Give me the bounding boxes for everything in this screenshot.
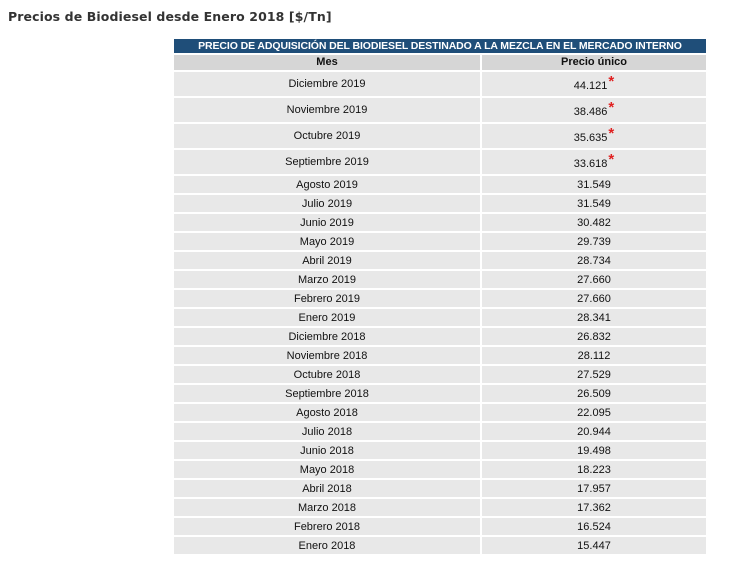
table-row bbox=[173, 97, 707, 123]
column-header-mes: Mes bbox=[173, 54, 481, 71]
month-cell: Julio 2018 bbox=[173, 422, 481, 441]
price-value: 27.529 bbox=[577, 368, 611, 381]
table-row bbox=[173, 149, 707, 175]
month-cell: Agosto 2018 bbox=[173, 403, 481, 422]
price-value: 16.524 bbox=[577, 520, 611, 533]
price-cell bbox=[481, 308, 707, 327]
price-value: 28.112 bbox=[577, 349, 611, 362]
price-value: 35.635 bbox=[573, 131, 608, 144]
price-cell bbox=[481, 270, 707, 289]
provisional-asterisk-icon: * bbox=[608, 124, 615, 142]
price-cell bbox=[481, 365, 707, 384]
price-cell bbox=[481, 479, 707, 498]
month-cell: Septiembre 2019 bbox=[173, 149, 481, 175]
price-cell bbox=[481, 536, 707, 555]
price-cell bbox=[481, 232, 707, 251]
month-cell: Diciembre 2018 bbox=[173, 327, 481, 346]
month-cell: Junio 2018 bbox=[173, 441, 481, 460]
price-cell bbox=[481, 346, 707, 365]
price-value: 28.734 bbox=[577, 254, 611, 267]
month-cell: Enero 2019 bbox=[173, 308, 481, 327]
month-cell: Agosto 2019 bbox=[173, 175, 481, 194]
table-body bbox=[173, 71, 707, 555]
table-row bbox=[173, 270, 707, 289]
price-value: 27.660 bbox=[577, 292, 611, 305]
price-value: 17.362 bbox=[577, 501, 611, 514]
price-value: 22.095 bbox=[577, 406, 611, 419]
price-value: 26.832 bbox=[577, 330, 611, 343]
price-value: 28.341 bbox=[577, 311, 611, 324]
price-cell bbox=[481, 149, 707, 175]
month-cell: Marzo 2018 bbox=[173, 498, 481, 517]
table-row bbox=[173, 441, 707, 460]
price-value: 30.482 bbox=[577, 216, 611, 229]
price-value: 44.121 bbox=[573, 79, 608, 92]
month-cell: Noviembre 2018 bbox=[173, 346, 481, 365]
provisional-asterisk-icon: * bbox=[608, 72, 615, 90]
table-row bbox=[173, 289, 707, 308]
price-cell bbox=[481, 289, 707, 308]
price-value: 17.957 bbox=[577, 482, 611, 495]
price-value: 19.498 bbox=[577, 444, 611, 457]
month-cell: Marzo 2019 bbox=[173, 270, 481, 289]
price-cell bbox=[481, 460, 707, 479]
month-cell: Junio 2019 bbox=[173, 213, 481, 232]
price-cell bbox=[481, 517, 707, 536]
table-title-row bbox=[173, 38, 707, 54]
table-row bbox=[173, 422, 707, 441]
price-cell bbox=[481, 327, 707, 346]
month-cell: Enero 2018 bbox=[173, 536, 481, 555]
price-cell bbox=[481, 441, 707, 460]
price-value: 29.739 bbox=[577, 235, 611, 248]
table-row bbox=[173, 213, 707, 232]
price-value: 26.509 bbox=[577, 387, 611, 400]
table-row bbox=[173, 460, 707, 479]
price-value: 31.549 bbox=[577, 197, 611, 210]
price-cell bbox=[481, 403, 707, 422]
provisional-asterisk-icon: * bbox=[608, 150, 615, 168]
price-cell bbox=[481, 97, 707, 123]
table-row bbox=[173, 175, 707, 194]
table-row bbox=[173, 403, 707, 422]
price-value: 20.944 bbox=[577, 425, 611, 438]
month-cell: Septiembre 2018 bbox=[173, 384, 481, 403]
page-heading: Precios de Biodiesel desde Enero 2018 [$/Tn] bbox=[8, 9, 332, 24]
price-cell bbox=[481, 251, 707, 270]
table-row bbox=[173, 517, 707, 536]
price-cell bbox=[481, 71, 707, 97]
month-cell: Noviembre 2019 bbox=[173, 97, 481, 123]
month-cell: Febrero 2018 bbox=[173, 517, 481, 536]
price-cell bbox=[481, 175, 707, 194]
table-row bbox=[173, 365, 707, 384]
table-title: PRECIO DE ADQUISICIÓN DEL BIODIESEL DESTINADO A LA MEZCLA EN EL MERCADO INTERNO bbox=[173, 38, 707, 54]
price-cell bbox=[481, 498, 707, 517]
price-value: 27.660 bbox=[577, 273, 611, 286]
price-value: 38.486 bbox=[573, 105, 608, 118]
table-row bbox=[173, 308, 707, 327]
month-cell: Diciembre 2019 bbox=[173, 71, 481, 97]
month-cell: Abril 2018 bbox=[173, 479, 481, 498]
price-cell bbox=[481, 123, 707, 149]
table-row bbox=[173, 232, 707, 251]
table-row bbox=[173, 479, 707, 498]
month-cell: Octubre 2019 bbox=[173, 123, 481, 149]
price-value: 18.223 bbox=[577, 463, 611, 476]
table-row bbox=[173, 194, 707, 213]
price-value: 15.447 bbox=[577, 539, 611, 552]
month-cell: Febrero 2019 bbox=[173, 289, 481, 308]
table-header-row bbox=[173, 54, 707, 71]
month-cell: Octubre 2018 bbox=[173, 365, 481, 384]
table-row bbox=[173, 123, 707, 149]
table-row bbox=[173, 346, 707, 365]
table-row bbox=[173, 384, 707, 403]
month-cell: Abril 2019 bbox=[173, 251, 481, 270]
price-value: 31.549 bbox=[577, 178, 611, 191]
month-cell: Mayo 2019 bbox=[173, 232, 481, 251]
column-header-precio: Precio único bbox=[481, 54, 707, 71]
price-cell bbox=[481, 384, 707, 403]
price-cell bbox=[481, 213, 707, 232]
month-cell: Julio 2019 bbox=[173, 194, 481, 213]
table-row bbox=[173, 71, 707, 97]
price-cell bbox=[481, 422, 707, 441]
biodiesel-price-table bbox=[173, 38, 707, 555]
month-cell: Mayo 2018 bbox=[173, 460, 481, 479]
price-value: 33.618 bbox=[573, 157, 608, 170]
provisional-asterisk-icon: * bbox=[608, 98, 615, 116]
table-row bbox=[173, 327, 707, 346]
table-row bbox=[173, 251, 707, 270]
table-row bbox=[173, 536, 707, 555]
table-row bbox=[173, 498, 707, 517]
price-cell bbox=[481, 194, 707, 213]
